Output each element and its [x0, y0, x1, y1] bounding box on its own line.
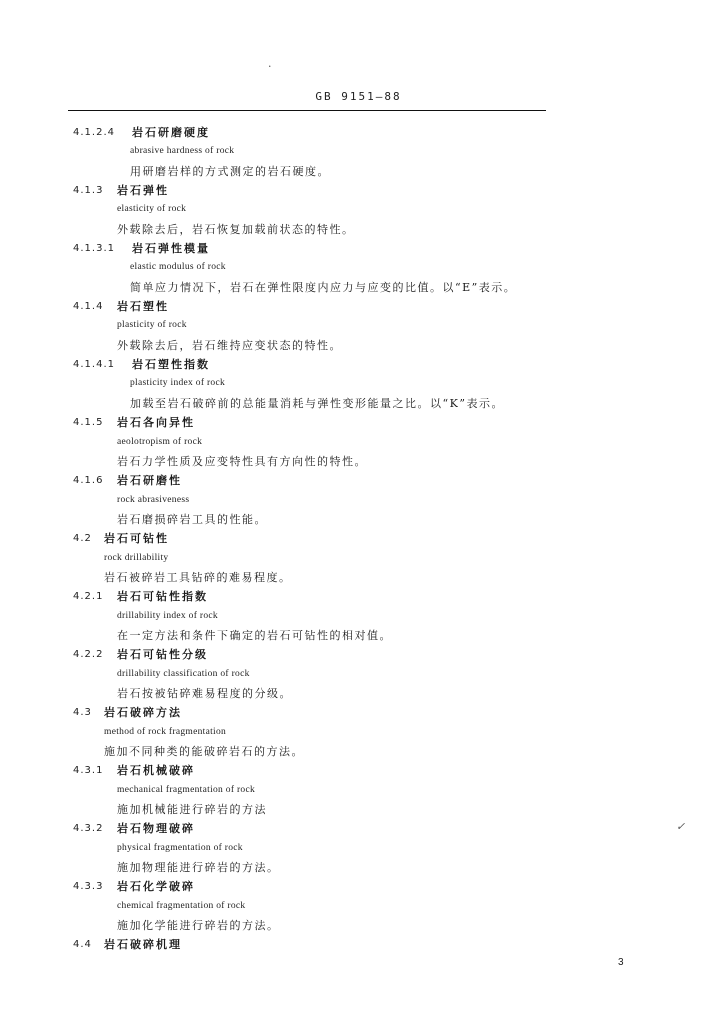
term-definition: 加载至岩石破碎前的总能量消耗与弹性变形能量之比。以“K”表示。: [130, 396, 504, 410]
term-chinese: 岩石机械破碎: [117, 764, 195, 778]
clause-number: 4.3.2: [73, 823, 104, 835]
clause-number: 4.3.1: [73, 765, 104, 777]
term-chinese: 岩石研磨性: [117, 474, 182, 488]
clause-number: 4.3: [73, 707, 92, 719]
term-definition: 施加不同种类的能破碎岩石的方法。: [104, 745, 304, 758]
clause-number: 4.2.2: [73, 649, 104, 661]
clause-number: 4.1.6: [73, 475, 104, 487]
clause-number: 4.1.4.1: [73, 359, 115, 371]
term-entry: [0, 819, 717, 877]
term-english: drillability index of rock: [117, 610, 218, 621]
term-chinese: 岩石弹性: [117, 184, 169, 198]
term-chinese: 岩石物理破碎: [117, 822, 195, 836]
term-chinese: 岩石化学破碎: [117, 880, 195, 894]
term-english: plasticity of rock: [117, 320, 187, 331]
term-english: chemical fragmentation of rock: [117, 900, 246, 911]
page-number: 3: [618, 957, 624, 968]
term-english: aeolotropism of rock: [117, 436, 203, 447]
term-definition: 施加机械能进行碎岩的方法: [117, 803, 267, 817]
scan-mark: ✓: [676, 820, 686, 833]
term-chinese: 岩石可钻性分级: [117, 648, 208, 662]
term-definition: 在一定方法和条件下确定的岩石可钻性的相对值。: [117, 628, 392, 642]
term-entry: [0, 645, 717, 703]
term-definition: 岩石按被钻碎难易程度的分级。: [117, 686, 292, 700]
term-entry: [0, 587, 717, 645]
term-chinese: 岩石破碎机理: [104, 938, 182, 952]
term-chinese: 岩石研磨硬度: [132, 126, 210, 139]
term-chinese: 岩石破碎方法: [104, 706, 182, 720]
clause-number: 4.1.4: [73, 301, 104, 313]
term-english: rock abrasiveness: [117, 494, 190, 505]
clause-number: 4.3.3: [73, 881, 104, 893]
term-definition: 施加化学能进行碎岩的方法。: [117, 919, 280, 933]
term-entry: [0, 703, 717, 761]
term-definition: 施加物理能进行碎岩的方法。: [117, 861, 280, 875]
term-entry: [0, 761, 717, 819]
term-entry: [0, 471, 717, 529]
clause-number: 4.2.1: [73, 591, 104, 603]
term-definition: 简单应力情况下，岩石在弹性限度内应力与应变的比值。以“E”表示。: [130, 280, 517, 294]
clause-number: 4.2: [73, 533, 92, 545]
term-entry: [0, 529, 717, 587]
term-english: elasticity of rock: [117, 204, 187, 215]
term-chinese: 岩石塑性指数: [132, 358, 210, 372]
term-definition: 外载除去后，岩石恢复加载前状态的特性。: [117, 222, 355, 236]
term-entry: [0, 123, 717, 181]
term-definition: 岩石力学性质及应变特性具有方向性的特性。: [117, 454, 367, 468]
term-entry: [0, 413, 717, 471]
term-english: abrasive hardness of rock: [130, 146, 235, 157]
term-english: mechanical fragmentation of rock: [117, 784, 256, 795]
term-english: drillability classification of rock: [117, 668, 250, 679]
clause-number: 4.1.3: [73, 185, 104, 197]
term-definition: 用研磨岩样的方式测定的岩石硬度。: [130, 164, 330, 178]
term-english: method of rock fragmentation: [104, 726, 227, 737]
term-entry: [0, 877, 717, 935]
standard-code-header: GB 9151—88: [315, 90, 402, 103]
clause-number: 4.1.3.1: [73, 243, 115, 255]
term-english: plasticity index of rock: [130, 378, 226, 389]
clause-number: 4.4: [73, 939, 92, 951]
clause-number: 4.1.2.4: [73, 127, 115, 138]
term-definition: 岩石磨损碎岩工具的性能。: [117, 512, 267, 526]
term-entry: [0, 181, 717, 239]
clause-number: 4.1.5: [73, 417, 104, 429]
term-english: elastic modulus of rock: [130, 262, 226, 273]
term-entry: [0, 935, 717, 954]
header-rule: [68, 110, 546, 111]
term-chinese: 岩石塑性: [117, 300, 169, 314]
scan-speck: ·: [268, 60, 272, 73]
term-chinese: 岩石弹性模量: [132, 242, 210, 256]
term-english: physical fragmentation of rock: [117, 842, 243, 853]
term-chinese: 岩石可钻性: [104, 532, 169, 546]
term-entry: [0, 239, 717, 297]
term-entry: [0, 355, 717, 413]
term-entries: [0, 123, 717, 955]
term-chinese: 岩石可钻性指数: [117, 590, 208, 604]
term-entry: [0, 297, 717, 355]
term-chinese: 岩石各向异性: [117, 416, 195, 430]
term-definition: 外载除去后，岩石维持应变状态的特性。: [117, 338, 342, 352]
term-english: rock drillability: [104, 552, 169, 563]
term-definition: 岩石被碎岩工具钻碎的难易程度。: [104, 570, 292, 584]
